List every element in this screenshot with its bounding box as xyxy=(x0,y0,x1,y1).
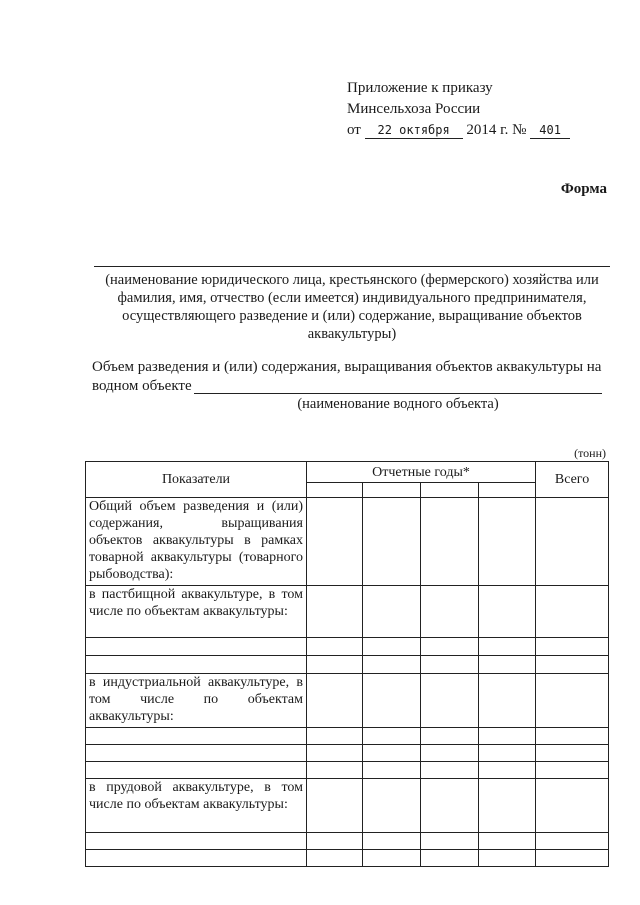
order-date-line xyxy=(347,120,570,141)
table-row xyxy=(86,762,609,779)
header-indicators: Показатели xyxy=(86,462,307,498)
row-label-pond: в прудовой аквакультуре, в том числе по объектам аквакультуры: xyxy=(86,779,307,833)
water-body-caption: (наименование водного объекта) xyxy=(297,396,499,412)
entity-name-line xyxy=(94,266,610,267)
appendix-header xyxy=(347,78,570,141)
entity-name-caption: (наименование юридического лица, крестьянского (фермерского) хозяйства или фамилия, имя, отчество (если имеется) индивидуального предпринимателя, осуществляющего разведение и (или) содержание, выращивание объектов аквакультуры) xyxy=(105,272,599,342)
water-body-line xyxy=(194,393,602,394)
order-date-value: 22 октября xyxy=(365,123,463,139)
order-number-value: 401 xyxy=(530,123,570,139)
table-row xyxy=(86,728,609,745)
table-row xyxy=(86,586,609,638)
table-row xyxy=(86,850,609,867)
year-cell xyxy=(363,483,421,498)
table-row xyxy=(86,833,609,850)
volume-statement: Объем разведения и (или) содержания, выращивания объектов аквакультуры на водном объекте xyxy=(92,359,602,394)
year-cell xyxy=(421,483,479,498)
row-label-industrial: в индустриальной аквакультуре, в том числе по объектам аквакультуры: xyxy=(86,674,307,728)
year-cell xyxy=(307,483,363,498)
form-label: Форма xyxy=(560,181,607,197)
table-row xyxy=(86,674,609,728)
table-row xyxy=(86,779,609,833)
table-row xyxy=(86,498,609,586)
ministry-line: Минсельхоза России xyxy=(347,101,481,117)
header-total: Всего xyxy=(536,462,609,498)
year-cell xyxy=(479,483,536,498)
row-label-total: Общий объем разведения и (или) содержания, выращивания объектов аквакультуры в рамках товарной аквакультуры (товарного рыбоводства): xyxy=(86,498,307,586)
appendix-line: Приложение к приказу xyxy=(347,80,493,96)
unit-label: (тонн) xyxy=(574,446,606,460)
table-row xyxy=(86,656,609,674)
aquaculture-volume-table xyxy=(85,461,609,867)
table-row xyxy=(86,638,609,656)
table-row xyxy=(86,745,609,762)
row-label-pasture: в пастбищной аквакультуре, в том числе по объектам аквакультуры: xyxy=(86,586,307,638)
header-reporting-years: Отчетные годы* xyxy=(307,462,536,483)
order-year-text: 2014 г. № xyxy=(466,122,527,138)
date-prefix: от xyxy=(347,122,361,138)
